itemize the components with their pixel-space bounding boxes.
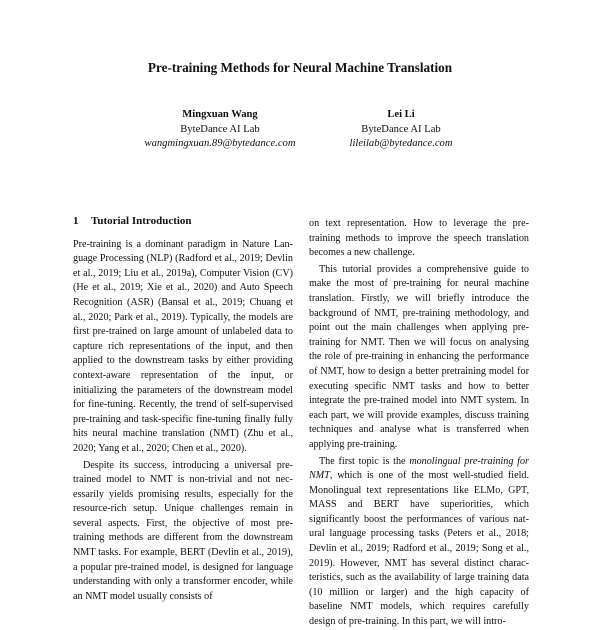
section-heading [73, 214, 293, 229]
author-name: Mingxuan Wang [182, 109, 258, 120]
emphasized-topic: monolingual pre-training for NMT [309, 455, 529, 482]
paragraph: Pre-training is a dominant paradigm in Nature Language Processing (NLP) (Radford et al., 2019; Devlin et al., 2019; Liu et al., 2019a), Computer Vision (CV) (He et al., 2019; Xie et al., 2020) and Auto Speech Recognition (ASR) (Bansal et al., 2019; Chuang et al., 2020; Park et al., 2019). Typically, the models are first pre-trained on large amount of unlabeled data to capture rich representations of the input, and then applied to the downstream tasks by either providing context-aware representation of the input, or initializing the parameters of the downstream model for fine-tuning. Recently, the trend of self-supervised pre-training and task-specific fine-tuning finally fully hits neural machine translation (NMT) (Zhu et al., 2020; Yang et al., 2020; Chen et al., 2020). [73, 238, 293, 454]
author-name: Lei Li [387, 109, 415, 120]
author-affiliation: ByteDance AI Lab [361, 123, 441, 135]
author-email: lileilab@bytedance.com [349, 138, 453, 149]
author-block [281, 108, 521, 152]
section-number: 1 [73, 215, 79, 227]
paragraph [309, 455, 529, 630]
paragraph: Despite its success, introducing a universal pretrained model to NMT is non-trivial and not necessarily yields promising results, especially for the resource-rich setup. Unique challenges remain in several aspects. First, the objective of most pretraining methods are different from the downstream NMT tasks. For example, BERT (Devlin et al., 2019), a popular pre-trained model, is designed for language understanding with only a transformer encoder, while an NMT model usually consists of [73, 459, 293, 602]
section-title: Tutorial Introduction [91, 215, 192, 227]
paragraph: This tutorial provides a comprehensive guide to make the most of pre-training for neural machine translation. Firstly, we will briefly introduce the background of NMT, pre-training methodology, and point out the main challenges when applying pre-training for NMT. Then we will focus on analysing the role of pre-training in enhancing the performance of NMT, how to design a better pretraining model for executing specific NMT tasks and how to better integrate the pre-trained model into NMT system. In each part, we will provide examples, discuss training techniques and analyse what is transferred when applying pre-training. [309, 263, 529, 450]
author-email: wangmingxuan.89@bytedance.com [144, 138, 296, 149]
paper-title: Pre-training Methods for Neural Machine Translation [147, 60, 453, 75]
left-column [73, 210, 293, 604]
paragraph: on text representation. How to leverage the pretraining methods to improve the speech translation becomes a new challenge. [309, 218, 529, 259]
paragraph-text: , which is one of the most well-studied field. Monolingual text representations like ELMo, GPT, MASS and BERT have superiorities, which significantly boost the performances of various natural language processing tasks (Peters et al., 2018; Devlin et al., 2019; Radford et al., 2019; Song et al., 2019). However, NMT has several distinct characteristics, such as the availability of large training data (10 million or larger) and the high capacity of baseline NMT models, which requires carefully design of pre-training. In this part, we will intro- [309, 470, 529, 628]
author-affiliation: ByteDance AI Lab [180, 123, 260, 135]
paragraph-text: The first topic is the [319, 455, 410, 467]
right-column [309, 217, 529, 630]
